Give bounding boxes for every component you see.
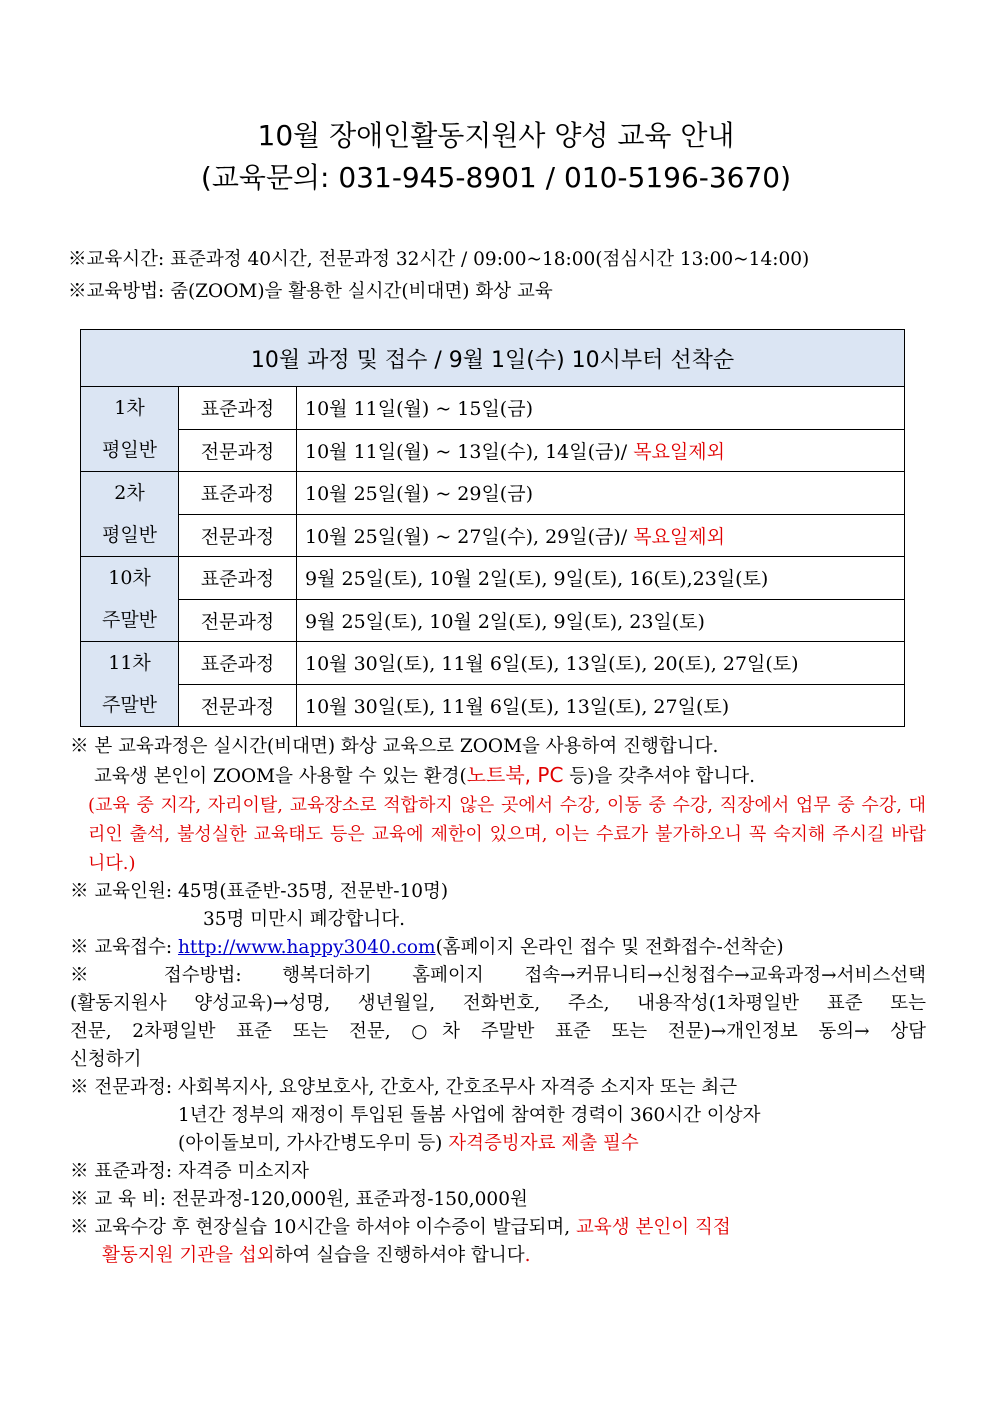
note-practice <box>70 1214 926 1242</box>
note-text: ※ 교육수강 후 현장실습 10시간을 하셔야 이수증이 발급되며, <box>70 1217 577 1238</box>
course-type-label: 표준과정 <box>179 472 297 515</box>
course-dates: 10월 25일(월) ~ 29일(금) <box>297 472 905 515</box>
contact-line: (교육문의: 031-945-8901 / 010-5196-3670) <box>200 161 792 194</box>
note-restrictions: (교육 중 지각, 자리이탈, 교육장소로 적합하지 않은 곳에서 수강, 이동 중 수강, 직장에서 업무 중 수강, 대리인 출석, 불성실한 교육태도 등은 교육에 제한이 있으며, 이는 수료가 불가하오니 꼭 숙지해 주시길 바랍니다.) <box>88 795 926 874</box>
notes-section <box>70 733 926 1270</box>
note-method-line: (활동지원사 양성교육)→성명, 생년월일, 전화번호, 주소, 내용작성(1차평일반 표준 또는 <box>70 993 926 1014</box>
course-dates-text: 10월 25일(월) ~ 27일(수), 29일(금)/ <box>305 525 634 548</box>
course-type-label: 표준과정 <box>179 642 297 685</box>
course-dates <box>297 514 905 557</box>
note-highlight: 교육생 본인이 직접 <box>576 1217 731 1238</box>
note-text: 하여 실습을 진행하셔야 합니다 <box>274 1245 525 1266</box>
schedule-header: 10월 과정 및 접수 / 9월 1일(수) 10시부터 선착순 <box>81 330 905 387</box>
course-type-label: 표준과정 <box>179 387 297 430</box>
note-capacity: ※ 교육인원: 45명(표준반-35명, 전문반-10명) <box>70 881 449 902</box>
note-text: 교육생 본인이 ZOOM을 사용할 수 있는 환경( <box>94 766 467 787</box>
note-fee: ※ 교 육 비: 전문과정-120,000원, 표준과정-150,000원 <box>70 1189 528 1210</box>
note-cancel: 35명 미만시 폐강합니다. <box>203 909 406 930</box>
course-dates: 10월 30일(토), 11월 6일(토), 13일(토), 27일(토) <box>297 684 905 727</box>
course-dates <box>297 429 905 472</box>
note-text: 등)을 갖추셔야 합니다. <box>563 766 755 787</box>
exclusion-note: 목요일제외 <box>633 440 726 463</box>
homepage-link[interactable]: http://www.happy3040.com <box>177 937 436 958</box>
group-number: 11차 <box>108 652 151 674</box>
note-method-line: 신청하기 <box>70 1049 142 1070</box>
note-expert-detail: 1년간 정부의 재정이 투입된 돌봄 사업에 참여한 경력이 360시간 이상자 <box>178 1105 761 1126</box>
group-number: 1차 <box>114 397 145 419</box>
course-type-label: 전문과정 <box>179 514 297 557</box>
group-number: 10차 <box>108 567 151 589</box>
note-standard: ※ 표준과정: 자격증 미소지자 <box>70 1161 309 1182</box>
document-required: 자격증빙자료 제출 필수 <box>448 1133 639 1154</box>
exclusion-note: 목요일제외 <box>633 525 726 548</box>
note-method-line: 전문, 2차평일반 표준 또는 전문, ○차 주말반 표준 또는 전문)→개인정보 동의→ 상담 <box>70 1021 926 1042</box>
group-type: 평일반 <box>101 439 158 461</box>
course-dates-text: 10월 11일(월) ~ 13일(수), 14일(금)/ <box>305 440 634 463</box>
note-method-line: ※ 접수방법: 행복더하기 홈페이지 접속→커뮤니티→신청접수→교육과정→서비스선택 <box>70 965 926 986</box>
course-type-label: 표준과정 <box>179 557 297 600</box>
group-number: 2차 <box>114 482 145 504</box>
device-highlight: 노트북, PC <box>466 763 564 787</box>
note-text: (홈페이지 온라인 접수 및 전화접수-선착순) <box>435 937 784 958</box>
note-highlight: 활동지원 기관을 섭외 <box>102 1245 275 1266</box>
course-dates: 10월 11일(월) ~ 15일(금) <box>297 387 905 430</box>
page-title: 10월 장애인활동지원사 양성 교육 안내 <box>257 119 735 152</box>
course-dates: 9월 25일(토), 10월 2일(토), 9일(토), 23일(토) <box>297 599 905 642</box>
group-name <box>81 387 179 472</box>
note-expert: ※ 전문과정: 사회복지사, 요양보호사, 간호사, 간호조무사 자격증 소지자 또는 최근 <box>70 1077 738 1098</box>
group-name <box>81 557 179 642</box>
course-type-label: 전문과정 <box>179 599 297 642</box>
course-dates: 10월 30일(토), 11월 6일(토), 13일(토), 20(토), 27일(토) <box>297 642 905 685</box>
note-highlight: . <box>524 1245 531 1266</box>
group-type: 주말반 <box>101 694 158 716</box>
course-type-label: 전문과정 <box>179 429 297 472</box>
group-type: 주말반 <box>101 609 158 631</box>
note-text: (아이돌보미, 가사간병도우미 등) <box>178 1133 449 1154</box>
course-dates: 9월 25일(토), 10월 2일(토), 9일(토), 16(토),23일(토) <box>297 557 905 600</box>
note-registration <box>70 934 926 962</box>
note-expert-detail <box>70 1130 926 1158</box>
note-zoom: ※ 본 교육과정은 실시간(비대면) 화상 교육으로 ZOOM을 사용하여 진행합니다. <box>70 736 719 757</box>
group-name <box>81 472 179 557</box>
note-text: ※ 교육접수: <box>70 937 178 958</box>
group-type: 평일반 <box>101 524 158 546</box>
schedule-table <box>80 329 905 727</box>
note-practice-cont <box>70 1242 926 1270</box>
note-environment <box>70 761 926 791</box>
education-time: ※교육시간: 표준과정 40시간, 전문과정 32시간 / 09:00~18:00(점심시간 13:00~14:00) <box>68 249 810 270</box>
education-method: ※교육방법: 줌(ZOOM)을 활용한 실시간(비대면) 화상 교육 <box>68 281 553 302</box>
course-type-label: 전문과정 <box>179 684 297 727</box>
group-name <box>81 642 179 727</box>
